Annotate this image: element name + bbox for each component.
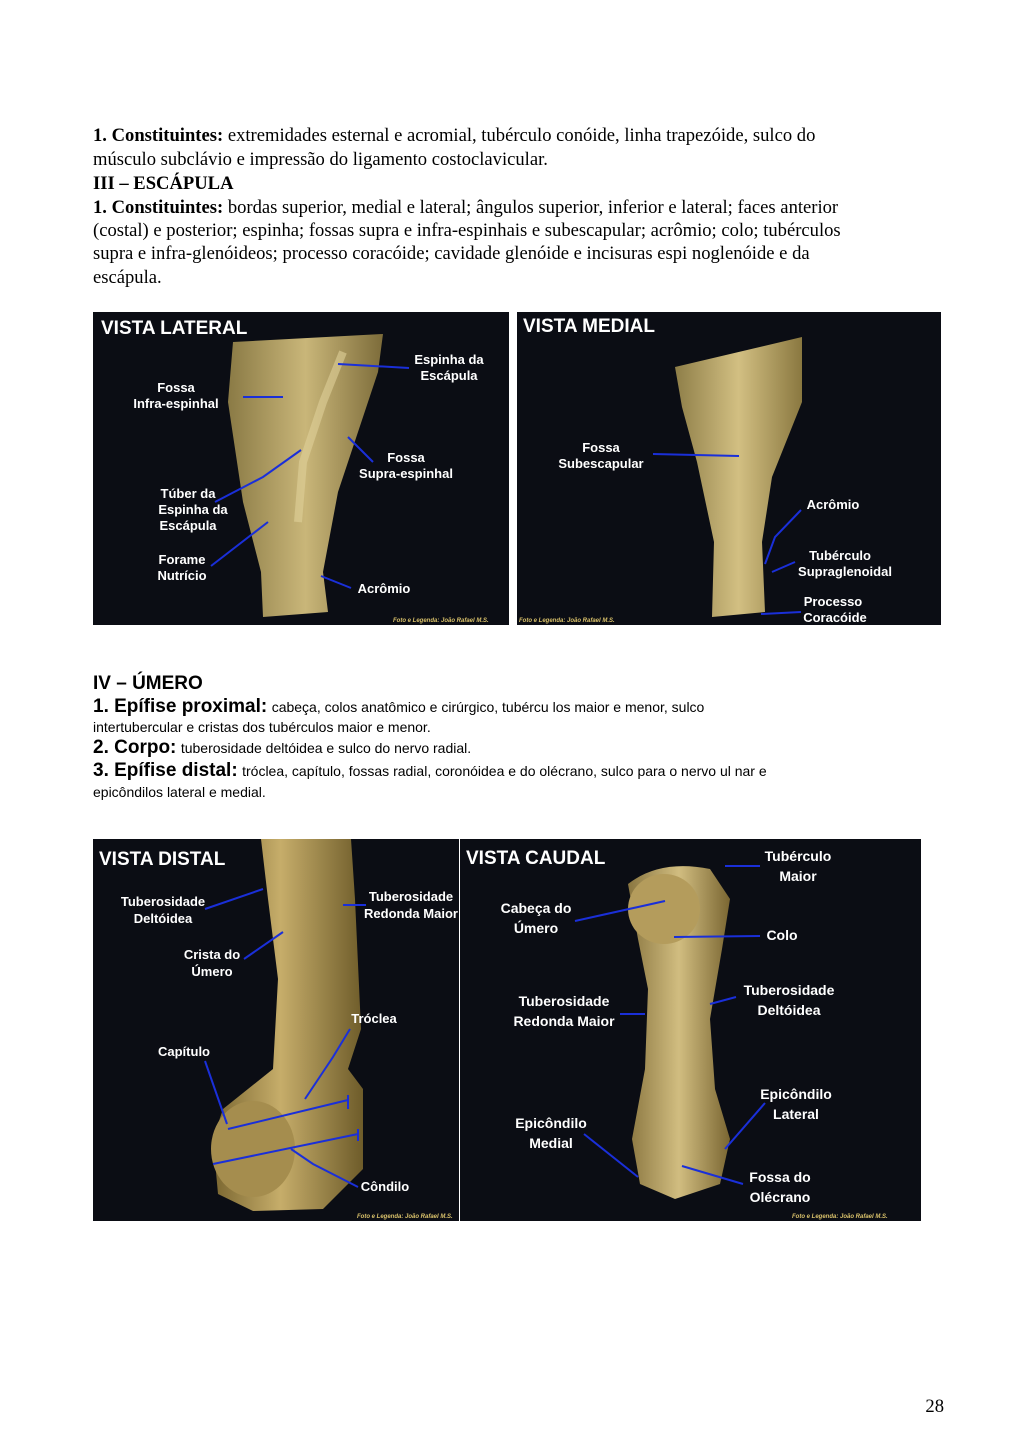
label-tub-deltoidea: Tuberosidade Deltóidea [743, 982, 835, 1018]
clavicle-line-2: músculo subclávio e impressão do ligamento costoclavicular. [93, 149, 548, 170]
scapula-medial-bone [675, 337, 802, 617]
scapula-heading: III – ESCÁPULA [93, 173, 234, 194]
label-colo: Colo [766, 927, 798, 943]
label-capitulo: Capítulo [158, 1044, 210, 1059]
page-number: 28 [925, 1396, 944, 1417]
label-cabeca: Cabeça do Úmero [500, 900, 572, 936]
humerus-item-3-line-1: 3. Epífise distal: tróclea, capítulo, fossas radial, coronóidea e do olécrano, sulco para o nervo ul nar e [93, 760, 767, 781]
label-forame: Forame Nutrício [157, 552, 207, 583]
photo-title: VISTA CAUDAL [466, 848, 606, 869]
photo-credit: Foto e Legenda: João Rafael M.S. [519, 618, 615, 624]
label-tuber: Túber da Espinha da Escápula [158, 486, 228, 533]
label-troclea: Tróclea [351, 1011, 397, 1026]
label-crista: Crista do Úmero [183, 947, 241, 979]
clavicle-line-1: 1. Constituintes: extremidades esternal e acromial, tubérculo conóide, linha trapezóide, sulco do [93, 125, 816, 146]
humerus-item-2: 2. Corpo: tuberosidade deltóidea e sulco do nervo radial. [93, 737, 472, 758]
label-tub-redonda: Tuberosidade Redonda Maior [513, 993, 615, 1029]
photo-scapula-medial [517, 312, 941, 625]
label-fossa-infra: Fossa Infra-espinhal [133, 380, 219, 411]
label-tub-redonda: Tuberosidade Redonda Maior [364, 889, 458, 921]
scapula-line-2: (costal) e posterior; espinha; fossas supra e infra-espinhais e subescapular; acrômio; colo; tubérculos [93, 220, 841, 241]
label-condilo: Côndilo [360, 1179, 410, 1194]
label-tub-deltoidea: Tuberosidade Deltóidea [120, 894, 206, 926]
clavicle-item-label: 1. Constituintes: [93, 125, 224, 146]
humerus-item-1-line-2: intertubercular e cristas dos tubérculos maior e menor. [93, 719, 431, 735]
label-epi-lateral: Epicôndilo Lateral [760, 1086, 832, 1122]
photo-title: VISTA MEDIAL [523, 316, 655, 337]
label-epi-medial: Epicôndilo Medial [515, 1115, 587, 1151]
humerus-item-3-line-2: epicôndilos lateral e medial. [93, 784, 266, 800]
label-tub-maior: Tubérculo Maior [764, 848, 832, 884]
label-fossa-sub: Fossa Subescapular [558, 440, 644, 471]
photo-humerus-distal [93, 839, 459, 1221]
photo-humerus-caudal [460, 839, 921, 1221]
scapula-line-1: 1. Constituintes: bordas superior, medial e lateral; ângulos superior, inferior e lateral; faces anterior [93, 197, 839, 218]
label-fossa-supra: Fossa Supra-espinhal [359, 450, 453, 481]
photo-title: VISTA DISTAL [99, 849, 226, 870]
scapula-line-4: escápula. [93, 267, 162, 288]
label-tuberculo: Tubérculo Supraglenoidal [798, 548, 892, 579]
label-acromio: Acrômio [806, 497, 860, 512]
scapula-line-3: supra e infra-glenóideos; processo coracóide; cavidade glenóide e incisuras espi noglenóide e da [93, 243, 810, 264]
scapula-item-label: 1. Constituintes: [93, 197, 224, 218]
photo-credit: Foto e Legenda: João Rafael M.S. [357, 1214, 453, 1220]
photo-title: VISTA LATERAL [101, 318, 248, 339]
photo-scapula-lateral [93, 312, 509, 625]
humerus-heading: IV – ÚMERO [93, 673, 203, 694]
photo-credit: Foto e Legenda: João Rafael M.S. [393, 618, 489, 624]
label-fossa-olecrano: Fossa do Olécrano [749, 1169, 811, 1205]
label-processo: Processo Coracóide [803, 594, 867, 625]
label-acromio: Acrômio [357, 581, 411, 596]
label-espinha: Espinha da Escápula [414, 352, 484, 383]
humerus-item-1-line-1: 1. Epífise proximal: cabeça, colos anatômico e cirúrgico, tubércu los maior e menor, sulco [93, 696, 705, 717]
photo-credit: Foto e Legenda: João Rafael M.S. [792, 1214, 888, 1220]
